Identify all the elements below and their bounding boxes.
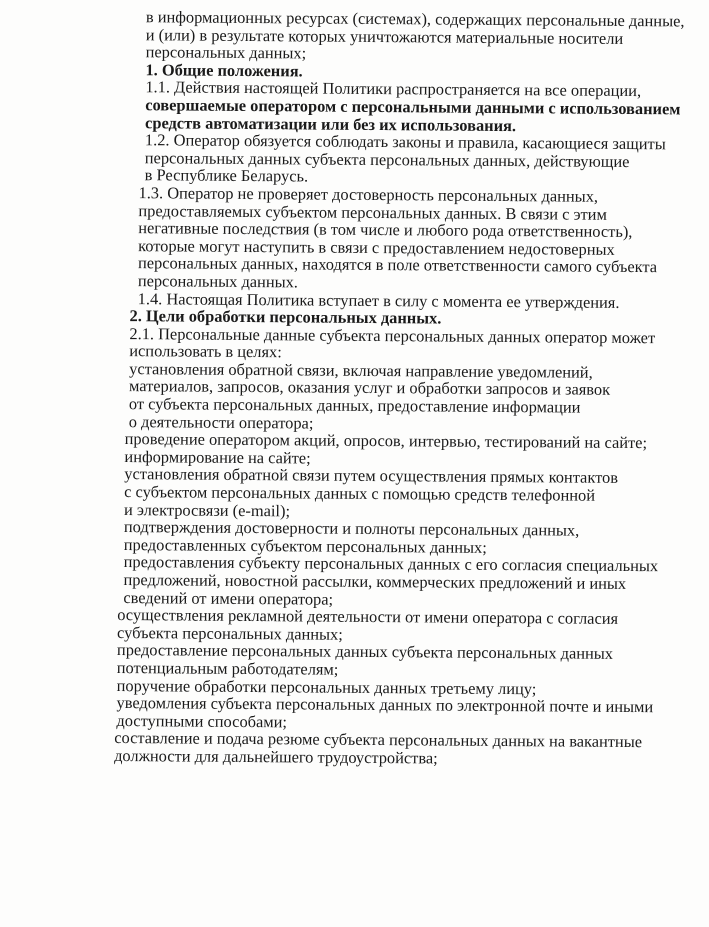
text-line: использовать в целях: bbox=[129, 341, 282, 362]
text-line: 2.1. Персональные данные субъекта персональных данных оператор может bbox=[129, 323, 656, 347]
text-line: персональных данных. bbox=[137, 271, 299, 292]
text-line: 1.4. Настоящая Политика вступает в силу с момента ее утверждения. bbox=[137, 288, 620, 312]
text-line: которые могут наступить в связи с предоставлением недостоверных bbox=[138, 235, 615, 259]
text-line: и (или) в результате которых уничтожаются материальные носители bbox=[145, 24, 624, 48]
text-line: 1.1. Действия настоящей Политики распространяется на все операции, bbox=[145, 77, 642, 101]
text-line: персональных данных, находятся в поле ответственности самого субъекта bbox=[137, 253, 658, 277]
list-item: осуществления рекламной деятельности от имени оператора с согласия bbox=[117, 605, 619, 629]
list-item: сведений от имени оператора; bbox=[123, 587, 334, 609]
list-item: о деятельности оператора; bbox=[128, 411, 314, 433]
document-text bbox=[114, 8, 700, 769]
list-item: от субъекта персональных данных, предоставление информации bbox=[128, 394, 581, 417]
text-line: в Республике Беларусь. bbox=[144, 165, 309, 186]
text-line: 1.2. Оператор обязуется соблюдать законы и правила, касающиеся защиты bbox=[144, 130, 666, 154]
list-item: подтверждения достоверности и полноты персональных данных, bbox=[123, 517, 580, 540]
list-item: предоставления субъекту персональных данных с его согласия специальных bbox=[123, 552, 659, 576]
list-item: проведение оператором акций, опросов, интервью, тестирований на сайте; bbox=[124, 429, 648, 453]
text-line: 1.3. Оператор не проверяет достоверность персональных данных, bbox=[138, 183, 599, 206]
text-line: персональных данных субъекта персональных данных, действующие bbox=[144, 147, 630, 171]
list-item: материалов, запросов, оказания услуг и обработки запросов и заявок bbox=[128, 376, 611, 400]
list-item: предоставление персональных данных субъекта персональных данных bbox=[116, 640, 614, 664]
list-item: уведомления субъекта персональных данных по электронной почте и иными bbox=[116, 693, 654, 717]
text-line-bold: совершаемые оператором с персональными данными с использованием bbox=[145, 95, 681, 119]
text-line-bold: средств автоматизации или без их использования. bbox=[145, 112, 517, 135]
list-item: доступными способами; bbox=[116, 710, 288, 732]
text-line: персональных данных; bbox=[145, 42, 307, 63]
text-line: предоставляемых субъектом персональных данных. В связи с этим bbox=[138, 200, 607, 224]
list-item: информирование на сайте; bbox=[124, 446, 311, 468]
list-item: предоставленных субъектом персональных данных; bbox=[123, 534, 487, 557]
list-item: установления обратной связи, включая направление уведомлений, bbox=[129, 358, 593, 382]
list-item: и электросвязи (e-mail); bbox=[123, 499, 291, 520]
list-item: потенциальным работодателям; bbox=[116, 657, 339, 679]
text-line: в информационных ресурсах (системах), содержащих персональные данные, bbox=[145, 7, 685, 31]
list-item: установления обратной связи путем осуществления прямых контактов bbox=[124, 464, 619, 488]
list-item: составление и подача резюме субъекта персональных данных на вакантные bbox=[114, 728, 643, 752]
text-line: негативные последствия (в том числе и любого рода ответственность), bbox=[138, 218, 633, 242]
list-item: поручение обработки персональных данных третьему лицу; bbox=[116, 675, 537, 698]
list-item: предложений, новостной рассылки, коммерческих предложений и иных bbox=[123, 570, 627, 593]
section-heading-1: 1. Общие положения. bbox=[145, 59, 303, 81]
list-item: должности для дальнейшего трудоустройства; bbox=[114, 745, 438, 768]
list-item: с субъектом персональных данных с помощью средств телефонной bbox=[124, 482, 596, 505]
section-heading-2: 2. Цели обработки персональных данных. bbox=[129, 306, 442, 328]
list-item: субъекта персональных данных; bbox=[117, 622, 343, 644]
